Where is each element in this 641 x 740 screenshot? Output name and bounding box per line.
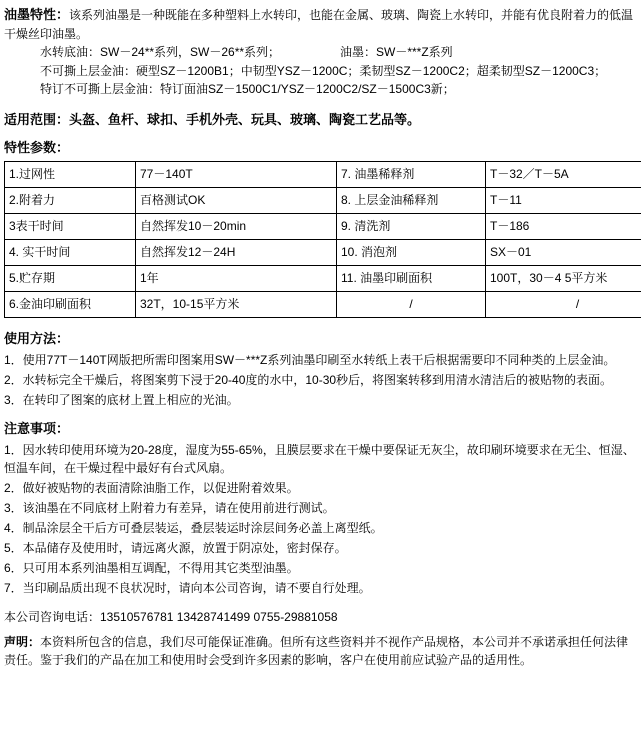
param-value-cell: 自然挥发10－20min — [136, 214, 337, 240]
features-section — [4, 6, 637, 98]
param-value-cell: 32T，10-15平方米 — [136, 292, 337, 318]
list-item — [4, 579, 637, 597]
scope-text: 头盔、鱼杆、球扣、手机外壳、玩具、玻璃、陶瓷工艺品等。 — [69, 112, 421, 128]
param-name-cell: 1.过网性 — [5, 162, 136, 188]
note-item-text: 7．当印刷品质出现不良状况时，请向本公司咨询，请不要自行处理。 — [4, 581, 371, 596]
list-item — [4, 479, 637, 497]
param-name-cell: 2.附着力 — [5, 188, 136, 214]
param-name-cell: 4. 实干时间 — [5, 240, 136, 266]
list-item — [4, 441, 637, 477]
param-name-cell: 5.贮存期 — [5, 266, 136, 292]
usage-item-text: 1．使用77T－140T网版把所需印图案用SW－***Z系列油墨印刷至水转纸上表干后根据需要印不同种类的上层金油。 — [4, 353, 616, 368]
scope-title: 适用范围： — [4, 112, 70, 128]
param-value-cell: SX－01 — [486, 240, 641, 266]
table-row — [5, 292, 641, 318]
note-item-text: 2．做好被贴物的表面清除油脂工作，以促进附着效果。 — [4, 481, 299, 496]
param-name-cell: 11. 油墨印刷面积 — [337, 266, 486, 292]
param-name-cell: / — [337, 292, 486, 318]
list-item — [4, 371, 637, 389]
note-item-text: 4．制品涂层全干后方可叠层装运，叠层装运时涂层间务必盖上离型纸。 — [4, 521, 383, 536]
notes-list — [4, 441, 637, 597]
params-table — [4, 161, 641, 318]
table-row — [5, 266, 641, 292]
features-nontear-gold-row: 不可撕上层金油：硬型SZ－1200B1；中韧型YSZ－1200C；柔韧型SZ－1200C2；超柔韧型SZ－1200C3； — [40, 64, 607, 79]
features-base-oil-row — [4, 43, 637, 62]
param-value-cell: T－11 — [486, 188, 641, 214]
param-name-cell: 8. 上层金油稀释剂 — [337, 188, 486, 214]
notes-title: 注意事项： — [4, 421, 70, 437]
declaration-text: 本资料所包含的信息，我们尽可能保证准确。但所有这些资料并不视作产品规格，本公司并不承诺承担任何法律责任。鉴于我们的产品在加工和使用时会受到许多因素的影响，客户在使用前应试验产品的适用性。 — [4, 635, 629, 668]
param-name-cell: 7. 油墨稀释剂 — [337, 162, 486, 188]
features-title: 油墨特性： — [4, 7, 70, 22]
param-value-cell: 百格测试OK — [136, 188, 337, 214]
note-item-text: 5．本品储存及使用时，请远离火源，放置于阴凉处，密封保存。 — [4, 541, 347, 556]
note-item-text: 6．只可用本系列油墨相互调配，不得用其它类型油墨。 — [4, 561, 299, 576]
param-value-cell: / — [486, 292, 641, 318]
usage-item-text: 3．在转印了图案的底材上置上相应的光油。 — [4, 393, 239, 408]
table-row — [5, 162, 641, 188]
list-item — [4, 559, 637, 577]
features-special-gold-row: 特订不可撕上层金油：特订面油SZ－1500C1/YSZ－1200C2/SZ－1500C3新； — [40, 82, 455, 97]
features-ink-text — [340, 43, 453, 62]
params-title: 特性参数： — [4, 139, 70, 155]
note-item-text: 3．该油墨在不同底材上附着力有差异，请在使用前进行测试。 — [4, 501, 335, 516]
list-item — [4, 499, 637, 517]
declaration-title: 声明： — [4, 635, 41, 650]
param-name-cell: 6.金油印刷面积 — [5, 292, 136, 318]
features-ink-label: 油墨： — [340, 44, 377, 59]
param-value-cell: 自然挥发12－24H — [136, 240, 337, 266]
declaration-section — [4, 633, 637, 669]
table-row — [5, 188, 641, 214]
param-value-cell: 77－140T — [136, 162, 337, 188]
list-item — [4, 351, 637, 369]
table-row — [5, 214, 641, 240]
list-item — [4, 539, 637, 557]
features-ink-value: SW－***Z系列 — [376, 44, 453, 59]
features-intro-text: 该系列油墨是一种既能在多种塑料上水转印，也能在金属、玻璃、陶瓷上水转印，并能有优良附着力的低温干燥丝印油墨。 — [4, 8, 634, 41]
features-base-oil-text — [40, 43, 340, 62]
list-item — [4, 391, 637, 409]
features-base-oil-value: SW－24**系列，SW－26**系列； — [100, 44, 281, 59]
param-name-cell: 3表干时间 — [5, 214, 136, 240]
note-item-text: 1．因水转印使用环境为20-28度，湿度为55-65%，且膜层要求在干燥中要保证无灰尘，故印刷环境要求在无尘、恒湿、恒温车间，在干燥过程中最好有台式风扇。 — [4, 443, 635, 476]
table-row — [5, 240, 641, 266]
scope-section — [4, 110, 637, 130]
param-value-cell: 1年 — [136, 266, 337, 292]
usage-list — [4, 351, 637, 409]
usage-title: 使用方法： — [4, 331, 70, 347]
param-value-cell: T－32／T－5A — [486, 162, 641, 188]
features-base-oil-label: 水转底油： — [40, 44, 101, 59]
usage-item-text: 2．水转标完全干燥后，将图案剪下浸于20-40度的水中，10-30秒后，将图案转移到用清水清洁后的被贴物的表面。 — [4, 373, 613, 388]
contact-line: 本公司咨询电话：13510576781 13428741499 0755-29881058 — [4, 610, 338, 625]
param-value-cell: T－186 — [486, 214, 641, 240]
list-item — [4, 519, 637, 537]
param-name-cell: 9. 清洗剂 — [337, 214, 486, 240]
param-name-cell: 10. 消泡剂 — [337, 240, 486, 266]
param-value-cell: 100T，30－4 5平方米 — [486, 266, 641, 292]
features-intro-line — [4, 6, 637, 43]
